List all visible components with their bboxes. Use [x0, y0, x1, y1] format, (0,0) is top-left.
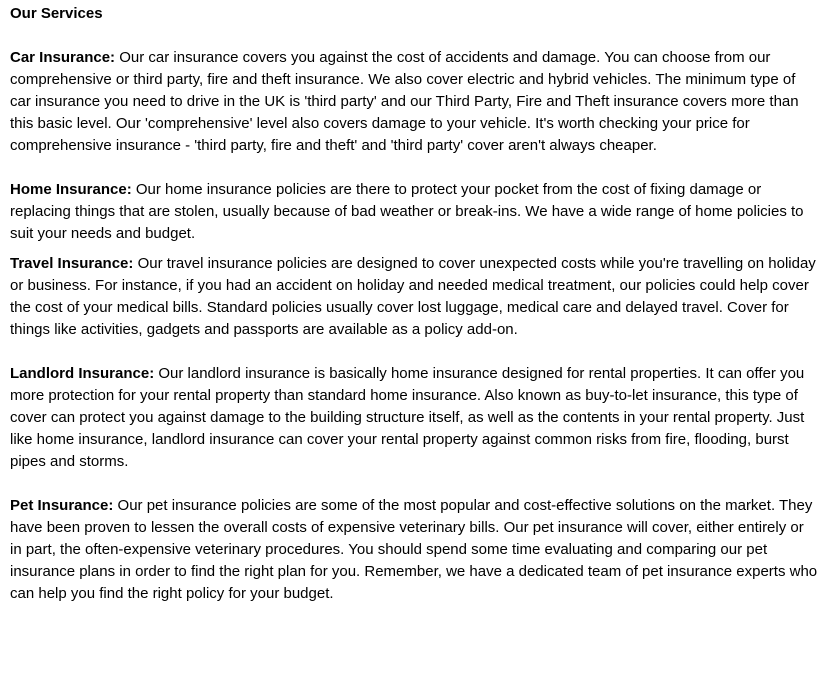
- section-label: Home Insurance:: [10, 181, 132, 198]
- section-landlord-insurance: [10, 363, 818, 473]
- section-label: Landlord Insurance:: [10, 365, 155, 382]
- section-text: Our pet insurance policies are some of the most popular and cost-effective solutions on the market. They have been proven to lessen the overall costs of expensive veterinary bills. Our pet insurance will cover, either entirely or in part, the often-expensive veterinary procedures. You should spend some time evaluating and comparing our pet insurance plans in order to find the right plan for you. Remember, we have a dedicated team of pet insurance experts who can help you find the right policy for your budget.: [10, 497, 818, 602]
- section-label: Car Insurance:: [10, 49, 116, 66]
- section-home-insurance: [10, 179, 818, 245]
- section-label: Travel Insurance:: [10, 255, 134, 272]
- section-pet-insurance: [10, 495, 818, 605]
- section-text: Our landlord insurance is basically home insurance designed for rental properties. It can offer you more protection for your rental property than standard home insurance. Also known as buy-to-let insurance, this type of cover can protect you against damage to the building structure itself, as well as the contents in your rental property. Just like home insurance, landlord insurance can cover your rental property against common risks from fire, flooding, burst pipes and storms.: [10, 365, 805, 470]
- section-car-insurance: [10, 47, 818, 157]
- section-travel-insurance: [10, 253, 818, 341]
- section-label: Pet Insurance:: [10, 497, 114, 514]
- page-title: Our Services: [10, 5, 103, 22]
- section-text: Our home insurance policies are there to protect your pocket from the cost of fixing damage or replacing things that are stolen, usually because of bad weather or break-ins. We have a wide range of home policies to suit your needs and budget.: [10, 181, 804, 242]
- section-text: Our travel insurance policies are designed to cover unexpected costs while you're travelling on holiday or business. For instance, if you had an accident on holiday and needed medical treatment, our policies could help cover the cost of your medical bills. Standard policies usually cover lost luggage, medical care and delayed travel. Cover for things like activities, gadgets and passports are available as a policy add-on.: [10, 255, 816, 338]
- section-text: Our car insurance covers you against the cost of accidents and damage. You can choose from our comprehensive or third party, fire and theft insurance. We also cover electric and hybrid vehicles. The minimum type of car insurance you need to drive in the UK is 'third party' and our Third Party, Fire and Theft insurance covers more than this basic level. Our 'comprehensive' level also covers damage to your vehicle. It's worth checking your price for comprehensive insurance - 'third party, fire and theft' and 'third party' cover aren't always cheaper.: [10, 49, 799, 154]
